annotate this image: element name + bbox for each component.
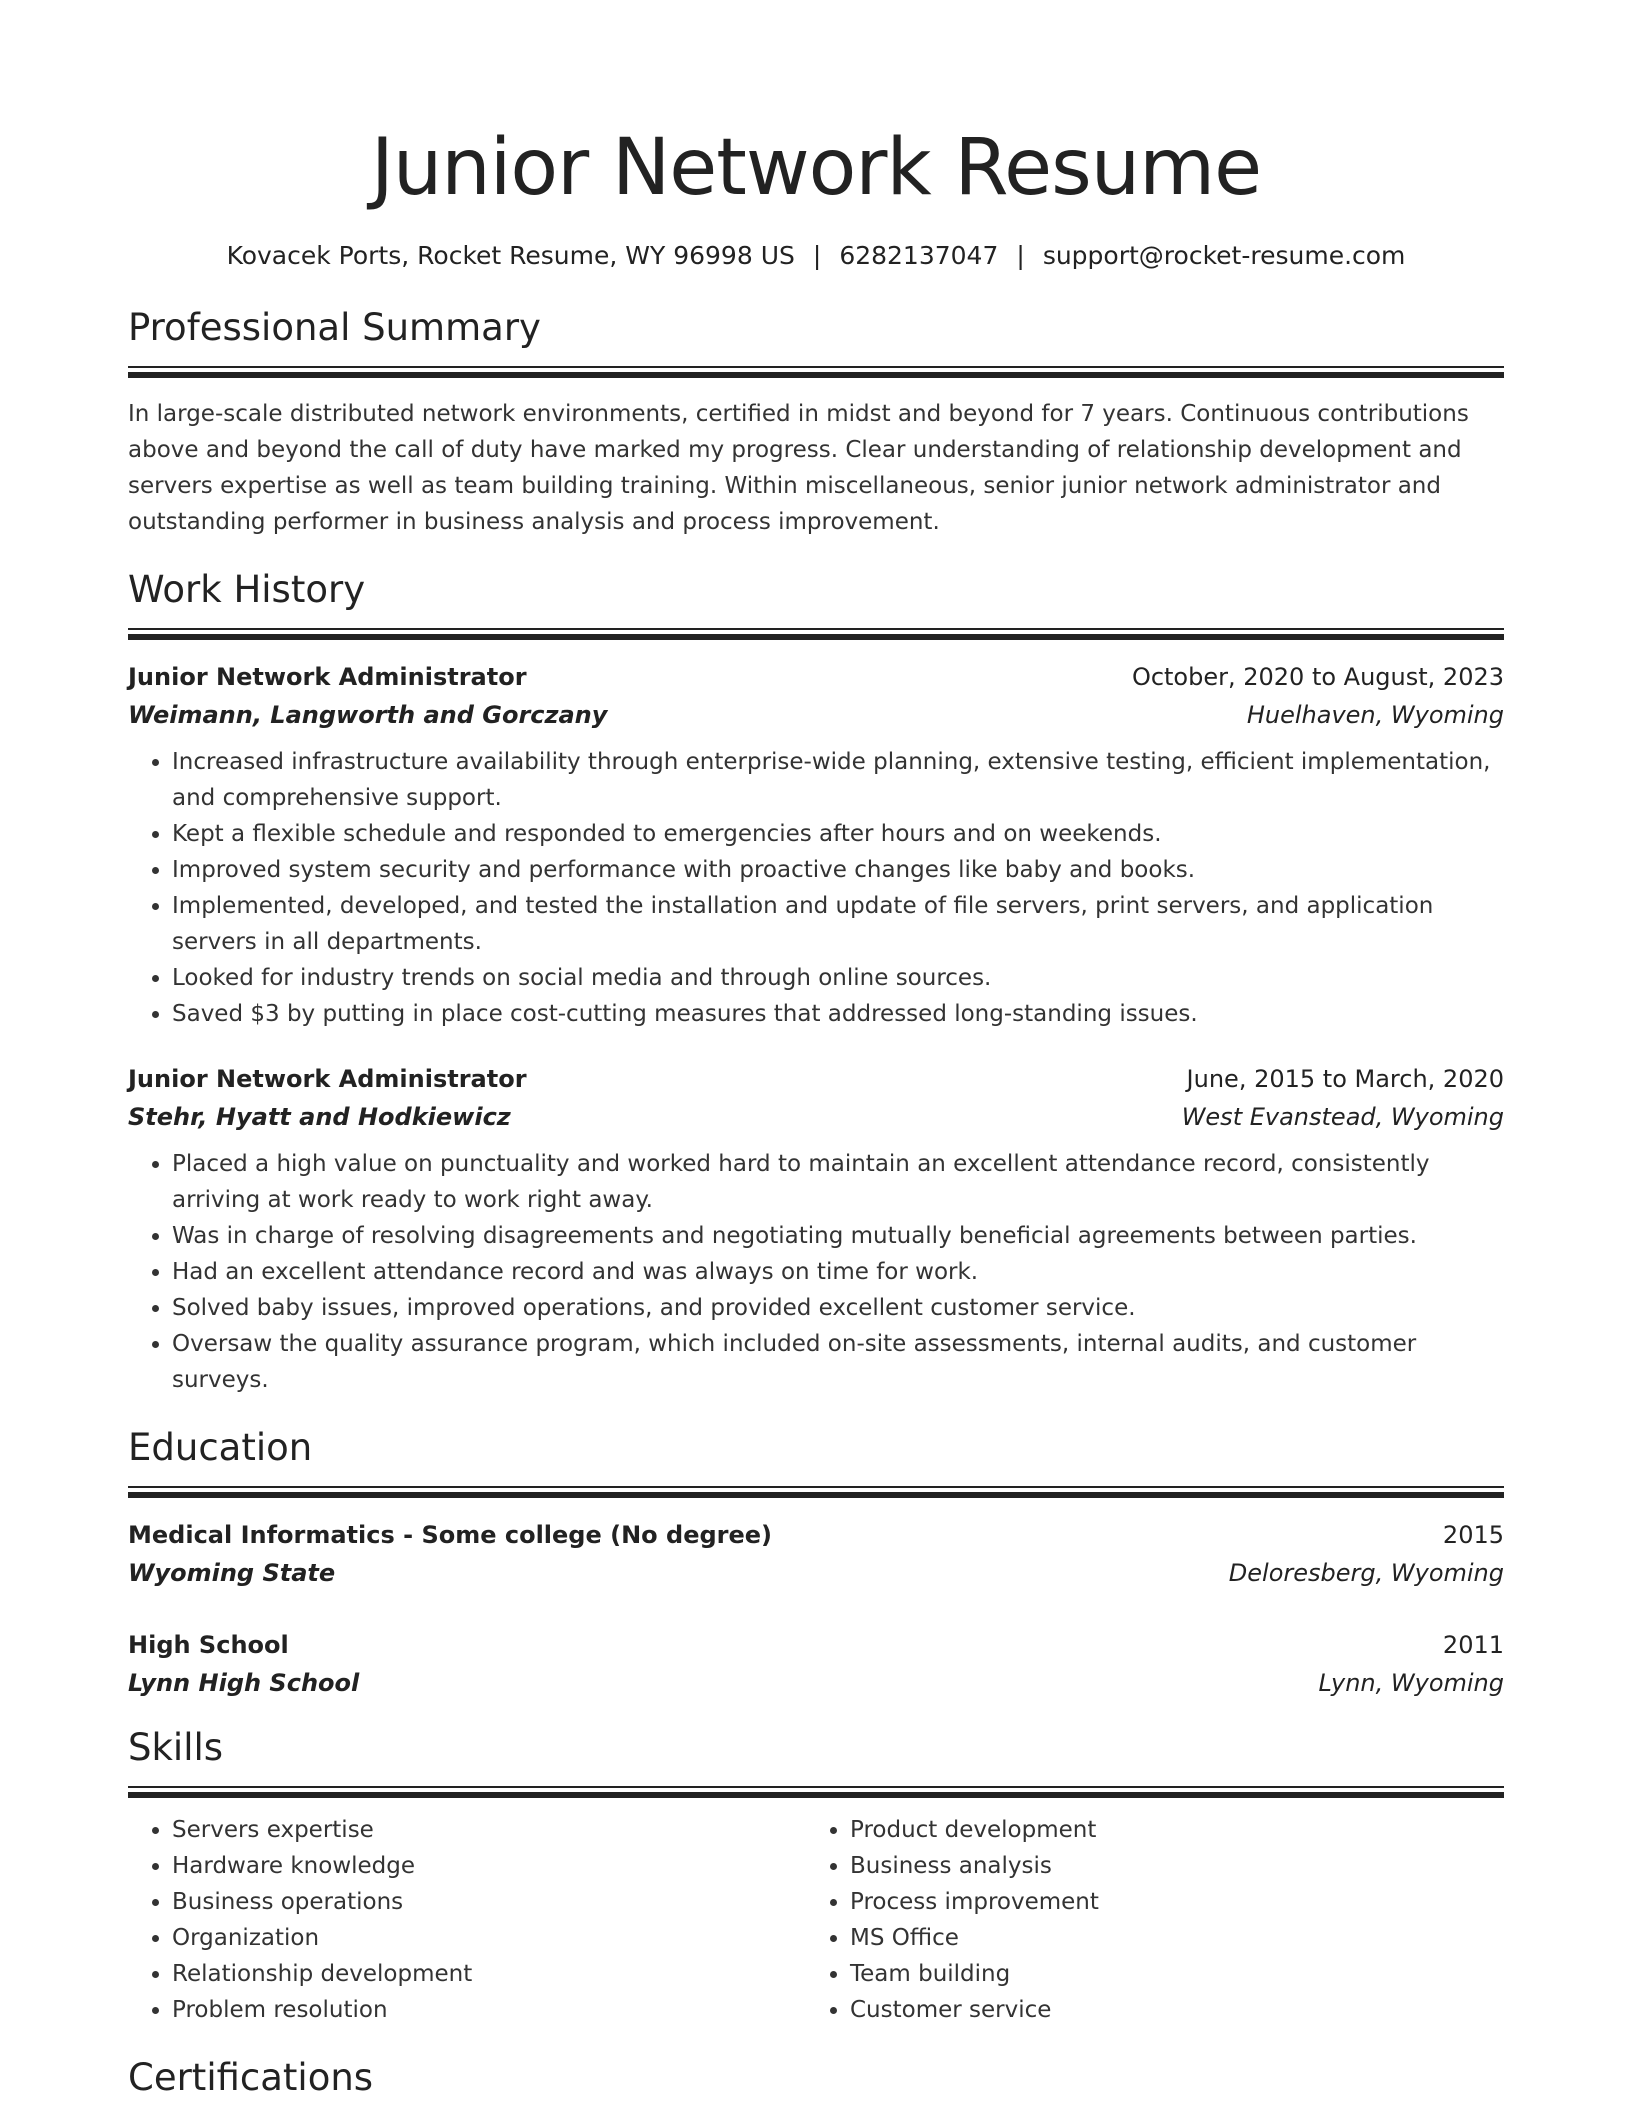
job-bullets	[128, 1146, 1504, 1398]
section-divider	[128, 366, 1504, 378]
contact-phone: 6282137047	[839, 241, 999, 270]
list-item: • Kept a flexible schedule and responded to emergencies after hours and on weekends.	[172, 816, 1504, 852]
section-title-skills: Skills	[128, 1726, 224, 1769]
education-school: Lynn High School	[128, 1669, 360, 1697]
list-item: • Placed a high value on punctuality and worked hard to maintain an excellent attendance record, consistently arriving at work ready to work right away.	[172, 1146, 1504, 1218]
contact-line	[128, 238, 1504, 274]
section-title-work-history: Work History	[128, 568, 366, 611]
section-divider	[128, 1486, 1504, 1498]
skills-list	[128, 1812, 1504, 2028]
list-item: • Implemented, developed, and tested the installation and update of file servers, print servers, and application servers in all departments.	[172, 888, 1504, 960]
job-location: West Evanstead, Wyoming	[1181, 1103, 1504, 1131]
section-divider	[128, 628, 1504, 640]
list-item: • Oversaw the quality assurance program, which included on-site assessments, internal audits, and customer surveys.	[172, 1326, 1504, 1398]
education-location: Lynn, Wyoming	[1318, 1669, 1504, 1697]
list-item: • Improved system security and performance with proactive changes like baby and books.	[172, 852, 1504, 888]
section-title-summary: Professional Summary	[128, 306, 541, 349]
list-item: • Saved $3 by putting in place cost-cutting measures that addressed long-standing issues.	[172, 996, 1504, 1032]
job-title: Junior Network Administrator	[128, 1065, 527, 1093]
summary-section	[128, 304, 1504, 540]
section-title-education: Education	[128, 1426, 313, 1469]
skills-column-left	[128, 1812, 806, 2028]
section-divider	[128, 1786, 1504, 1798]
list-item: • Product development	[850, 1812, 1484, 1848]
list-item: • Organization	[172, 1920, 806, 1956]
job-entry	[128, 1060, 1504, 1398]
job-dates: June, 2015 to March, 2020	[1186, 1065, 1504, 1093]
skills-column-right	[806, 1812, 1484, 2028]
list-item: • Solved baby issues, improved operations, and provided excellent customer service.	[172, 1290, 1504, 1326]
job-company: Stehr, Hyatt and Hodkiewicz	[128, 1103, 511, 1131]
education-entry	[128, 1626, 1504, 1702]
list-item: • Business analysis	[850, 1848, 1484, 1884]
list-item: • Problem resolution	[172, 1992, 806, 2028]
education-year: 2011	[1442, 1631, 1504, 1659]
job-bullets	[128, 744, 1504, 1032]
education-entry	[128, 1516, 1504, 1592]
list-item: • Customer service	[850, 1992, 1484, 2028]
resume-page	[128, 0, 1504, 2102]
education-degree: Medical Informatics - Some college (No degree)	[128, 1521, 773, 1549]
list-item: • Hardware knowledge	[172, 1848, 806, 1884]
resume-title: Junior Network Resume	[370, 123, 1262, 213]
section-title-certifications: Certifications	[128, 2056, 374, 2099]
list-item: • Process improvement	[850, 1884, 1484, 1920]
contact-email[interactable]: support@rocket-resume.com	[1042, 241, 1406, 270]
list-item: • Business operations	[172, 1884, 806, 1920]
contact-separator: |	[1016, 241, 1025, 270]
list-item: • Servers expertise	[172, 1812, 806, 1848]
certifications-section	[128, 2054, 1504, 2102]
education-school: Wyoming State	[128, 1559, 336, 1587]
work-history-section	[128, 566, 1504, 1398]
contact-address: Kovacek Ports, Rocket Resume, WY 96998 US	[226, 241, 795, 270]
education-location: Deloresberg, Wyoming	[1228, 1559, 1504, 1587]
job-title: Junior Network Administrator	[128, 663, 527, 691]
list-item: • MS Office	[850, 1920, 1484, 1956]
summary-text: In large-scale distributed network environments, certified in midst and beyond for 7 years. Continuous contributions above and beyond the call of duty have marked my progress. Clear understanding of relationship development and servers expertise as well as team building training. Within miscellaneous, senior junior network administrator and outstanding performer in business analysis and process improvement.	[128, 401, 1469, 535]
education-year: 2015	[1442, 1521, 1504, 1549]
list-item: • Had an excellent attendance record and was always on time for work.	[172, 1254, 1504, 1290]
education-degree: High School	[128, 1631, 289, 1659]
job-company: Weimann, Langworth and Gorczany	[128, 701, 608, 729]
list-item: • Relationship development	[172, 1956, 806, 1992]
list-item: • Increased infrastructure availability through enterprise-wide planning, extensive testing, efficient implementation, and comprehensive support.	[172, 744, 1504, 816]
list-item: • Looked for industry trends on social media and through online sources.	[172, 960, 1504, 996]
list-item: • Team building	[850, 1956, 1484, 1992]
skills-section	[128, 1724, 1504, 2028]
education-section	[128, 1424, 1504, 1702]
job-location: Huelhaven, Wyoming	[1246, 701, 1504, 729]
contact-separator: |	[812, 241, 822, 270]
job-dates: October, 2020 to August, 2023	[1131, 663, 1504, 691]
list-item: • Was in charge of resolving disagreements and negotiating mutually beneficial agreements between parties.	[172, 1218, 1504, 1254]
job-entry	[128, 658, 1504, 1032]
